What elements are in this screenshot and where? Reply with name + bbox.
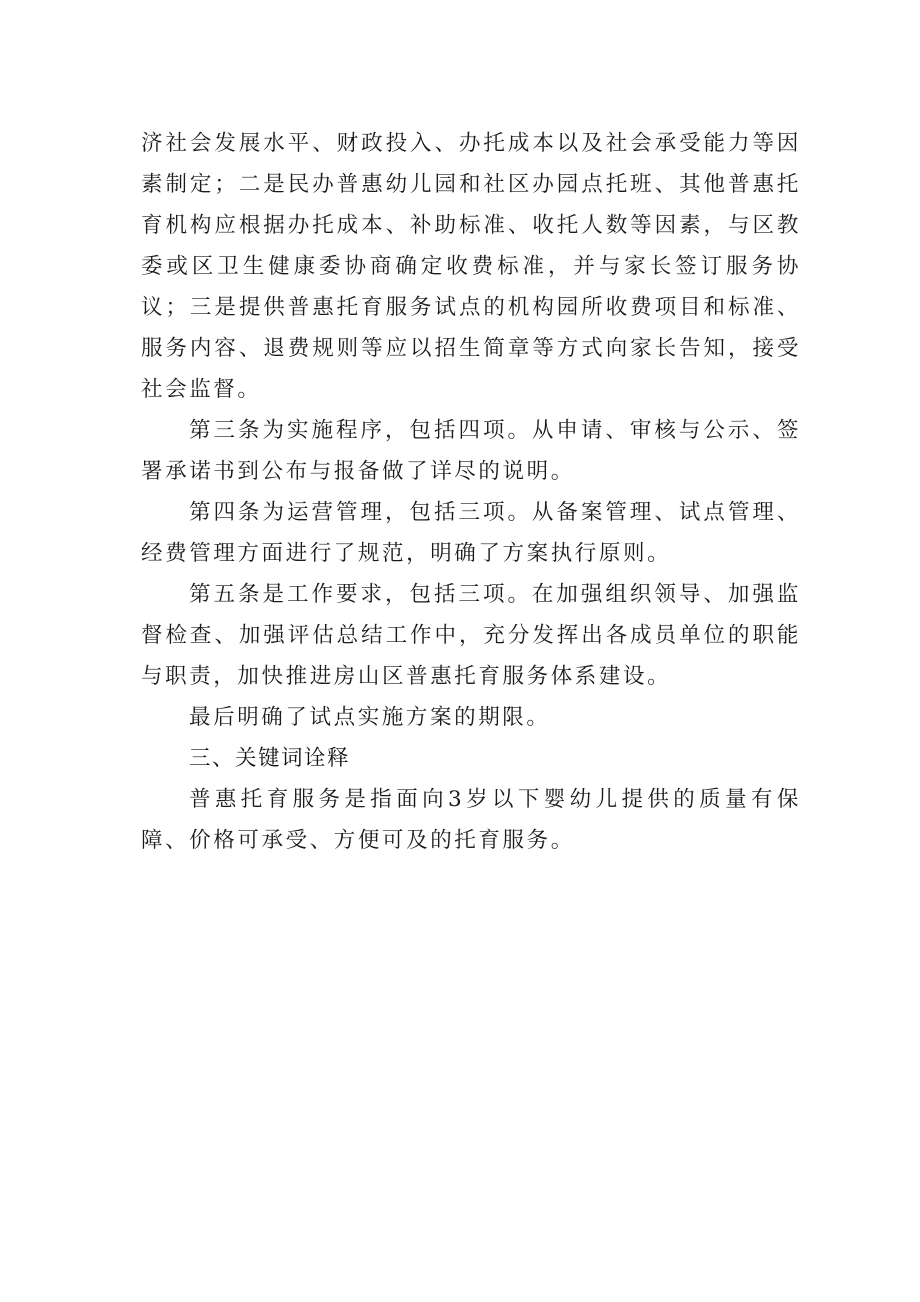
paragraph-article-three: 第三条为实施程序，包括四项。从申请、审核与公示、签署承诺书到公布与报备做了详尽的说明。 [141, 418, 801, 484]
paragraph-keyword-definition: 普惠托育服务是指面向3岁以下婴幼儿提供的质量有保障、价格可承受、方便可及的托育服务。 [141, 787, 801, 853]
document-body [141, 123, 801, 861]
section-heading-keywords: 三、关键词诠释 [189, 746, 351, 771]
paragraph-article-five: 第五条是工作要求，包括三项。在加强组织领导、加强监督检查、加强评估总结工作中，充分发挥出各成员单位的职能与职责，加快推进房山区普惠托育服务体系建设。 [141, 582, 801, 689]
paragraph-article-four: 第四条为运营管理，包括三项。从备案管理、试点管理、经费管理方面进行了规范，明确了方案执行原则。 [141, 500, 801, 566]
paragraph-term-limit: 最后明确了试点实施方案的期限。 [189, 705, 551, 730]
paragraph-fee-standards: 济社会发展水平、财政投入、办托成本以及社会承受能力等因素制定；二是民办普惠幼儿园和社区办园点托班、其他普惠托育机构应根据办托成本、补助标准、收托人数等因素，与区教委或区卫生健康委协商确定收费标准，并与家长签订服务协议；三是提供普惠托育服务试点的机构园所收费项目和标准、服务内容、退费规则等应以招生简章等方式向家长告知，接受社会监督。 [141, 131, 801, 402]
